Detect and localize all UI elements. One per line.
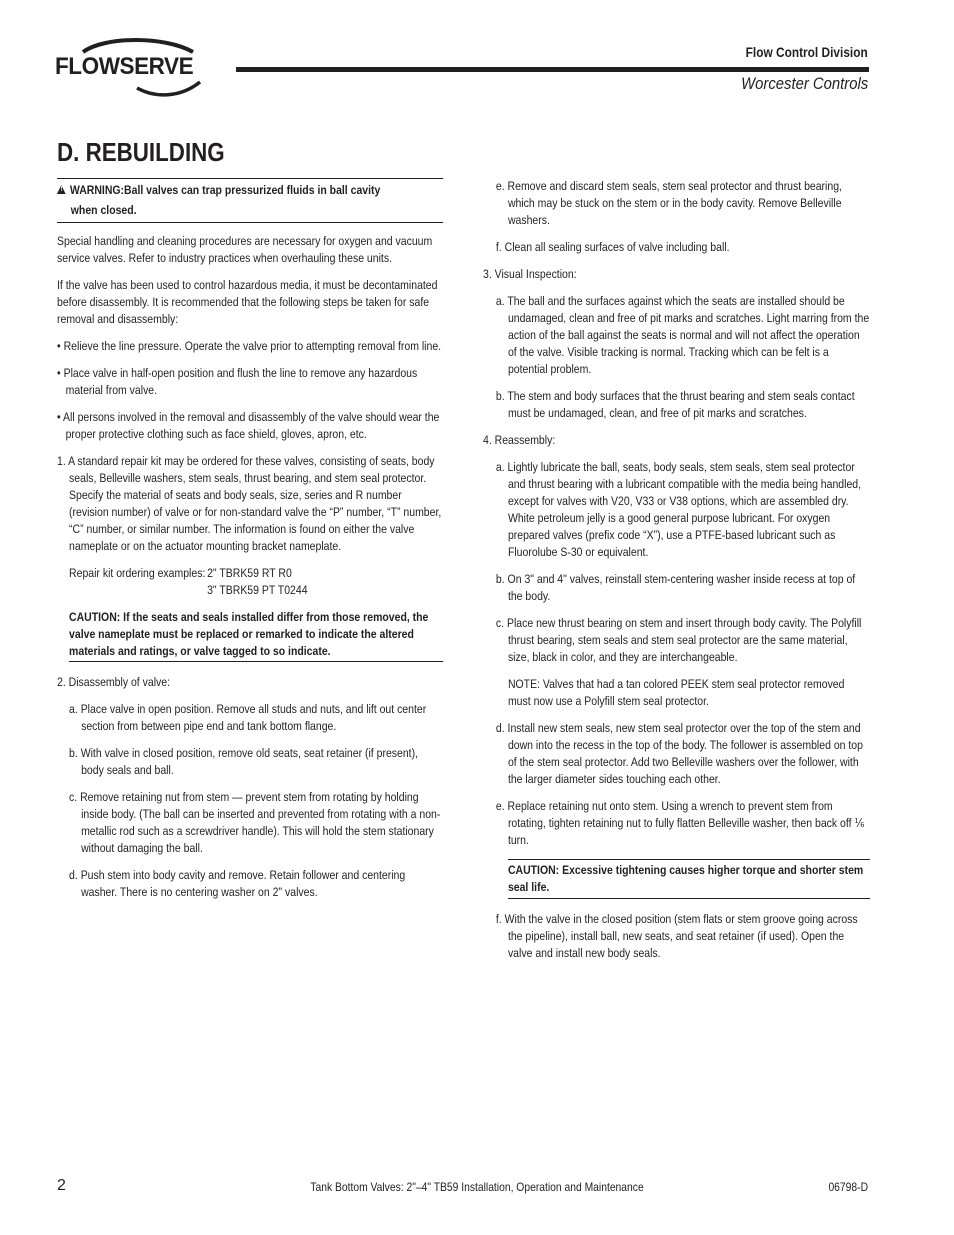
step-3b: b. The stem and body surfaces that the thrust bearing and stem seals contact must be undamaged, clean, and free of pit marks and scratches. xyxy=(495,389,855,420)
step-4e: e. Replace retaining nut onto stem. Using a wrench to prevent stem from rotating, tighten retaining nut to fully flatten Belleville washer, then back off ⅙ turn. xyxy=(495,799,865,847)
step-4f: f. With the valve in the closed position (stem flats or stem groove going across the pipeline), install ball, new seats, and seat retainer (if used). Open the valve and install new body seals. xyxy=(495,912,858,960)
warning-triangle-icon xyxy=(57,185,66,194)
page-number: 2 xyxy=(57,1177,66,1194)
warning-box xyxy=(57,178,443,223)
step-2c: c. Remove retaining nut from stem — prevent stem from rotating by holding inside body. (The ball can be inserted and prevented from rotating with a non-metallic rod such as a screwdriver handle). This will hold the stem stationary without damaging the ball. xyxy=(69,790,441,855)
note-peek-protector: NOTE: Valves that had a tan colored PEEK stem seal protector removed must now use a Polyfill stem seal protector. xyxy=(507,677,845,708)
repair-kit-examples xyxy=(69,565,443,599)
step-3-visual-inspection: 3. Visual Inspection: xyxy=(483,267,577,281)
repair-kit-label: Repair kit ordering examples: xyxy=(69,566,206,580)
paragraph-special-handling: Special handling and cleaning procedures are necessary for oxygen and vacuum service valves. Refer to industry practices when overhauling these units. xyxy=(57,234,433,265)
step-4c: c. Place new thrust bearing on stem and insert through body cavity. The Polyfill thrust bearing, stem seals and stem seal protector are the same material, size, black in color, and they are interchangeable. xyxy=(495,616,862,664)
logo-wordmark: FLOWSERVE xyxy=(55,53,194,80)
bullet-relieve-pressure: • Relieve the line pressure. Operate the valve prior to attempting removal from line. xyxy=(57,339,442,353)
left-column xyxy=(57,178,443,911)
step-2d: d. Push stem into body cavity and remove. Retain follower and centering washer. There is no centering washer on 2" valves. xyxy=(69,868,406,899)
step-3a: a. The ball and the surfaces against which the seats are installed should be undamaged, clean and free of pit marks and scratches. Light marring from the action of the ball against the seats is normal and will not affect the operation of the valve. Visible tracking is normal. Tracking which can be felt is a potential problem. xyxy=(495,294,870,376)
header-rule xyxy=(236,67,869,72)
section-title: D. REBUILDING xyxy=(57,137,225,167)
caution-tightening: CAUTION: Excessive tightening causes higher torque and shorter stem seal life. xyxy=(508,859,870,899)
step-4d: d. Install new stem seals, new stem seal protector over the top of the stem and down into the recess in the top of the body. The follower is assembled on top of the stem seal protector. Add two Belleville washers over the follower, with the larger diameter sides touching each other. xyxy=(495,721,863,786)
step-1-repair-kit: 1. A standard repair kit may be ordered for these valves, consisting of seats, body seals, Belleville washers, stem seals, thrust bearing, and stem seal protector. Specify the material of seats and body seals, size, series and R number (revision number) of valve or for non-standard valve the “P” number, “T” number, “C” number, or similar number. The information is found on either the valve nameplate or on the actuator mounting bracket nameplate. xyxy=(57,454,442,553)
step-4b: b. On 3" and 4" valves, reinstall stem-centering washer inside recess at top of the body. xyxy=(495,572,856,603)
paragraph-hazardous-media: If the valve has been used to control hazardous media, it must be decontaminated before disassembly. It is recommended that the following steps be taken for safe removal and disassembly: xyxy=(57,278,438,326)
repair-kit-example-1: 2" TBRK59 RT R0 xyxy=(207,566,292,580)
division-name: Flow Control Division xyxy=(745,45,868,60)
warning-text-line2: when closed. xyxy=(70,203,137,217)
repair-kit-example-2: 3" TBRK59 PT T0244 xyxy=(207,583,308,597)
caution-nameplate: CAUTION: If the seats and seals installed differ from those removed, the valve nameplate must be replaced or remarked to indicate the altered materials and ratings, or valve tagged to so indicate. xyxy=(69,609,443,662)
step-4-reassembly: 4. Reassembly: xyxy=(483,433,556,447)
step-2b: b. With valve in closed position, remove old seats, seat retainer (if present), body seals and ball. xyxy=(69,746,418,777)
company-name: Worcester Controls xyxy=(740,75,868,93)
warning-text-line1: WARNING:Ball valves can trap pressurized fluids in ball cavity xyxy=(69,183,381,197)
flowserve-logo xyxy=(55,38,213,100)
right-column xyxy=(483,178,870,972)
step-2-disassembly: 2. Disassembly of valve: xyxy=(57,675,171,689)
bullet-flush-line: • Place valve in half-open position and flush the line to remove any hazardous material from valve. xyxy=(57,366,418,397)
step-2e: e. Remove and discard stem seals, stem seal protector and thrust bearing, which may be stuck on the stem or in the body cavity. Remove Belleville washers. xyxy=(495,179,842,227)
bullet-protective-clothing: • All persons involved in the removal and disassembly of the valve should wear the proper protective clothing such as face shield, gloves, apron, etc. xyxy=(57,410,440,441)
step-2f: f. Clean all sealing surfaces of valve including ball. xyxy=(495,240,730,254)
step-4a: a. Lightly lubricate the ball, seats, body seals, stem seals, stem seal protector and thrust bearing with a lubricant compatible with the media being handled, except for valves with V20, V33 or V38 options, which are assembled dry. White petroleum jelly is a good general purpose lubricant. For oxygen prepared valves (prefix code “X”), use a PTFE-based lubricant such as Fluorolube S-30 or equivalent. xyxy=(495,460,862,559)
step-2a: a. Place valve in open position. Remove all studs and nuts, and lift out center section from between pipe end and tank bottom flange. xyxy=(69,702,427,733)
footer-title: Tank Bottom Valves: 2"–4" TB59 Installation, Operation and Maintenance xyxy=(310,1180,644,1194)
document-number: 06798-D xyxy=(828,1180,868,1194)
